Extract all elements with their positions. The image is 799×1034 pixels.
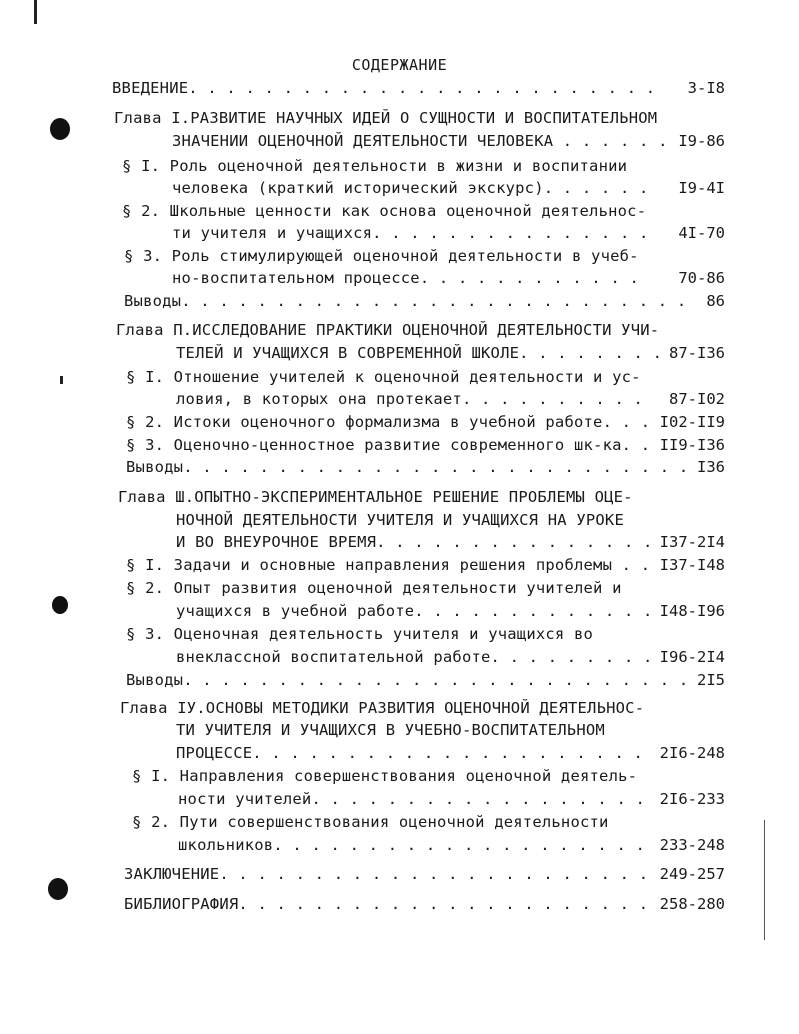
toc-line: § I. Отношение учителей к оценочной деятельности и ус- [126,368,641,386]
toc-line: И ВО ВНЕУРОЧНОЕ ВРЕМЯ. . . . . . . . . . . . . . . [176,533,653,551]
toc-line: ТИ УЧИТЕЛЯ И УЧАЩИХСЯ В УЧЕБНО-ВОСПИТАТЕЛЬНОМ [176,721,605,739]
toc-page: 2I6-248 [659,744,725,762]
toc-line: § 2. Опыт развития оценочной деятельности учителей и [126,579,622,597]
toc-line: но-воспитательном процессе. . . . . . . . . . . . [172,269,640,287]
toc-page: 2I5 [697,671,725,689]
toc-line: ности учителей. . . . . . . . . . . . . . . . . . [178,790,646,808]
toc-line: ловия, в которых она протекает. . . . . . . . . . [176,390,644,408]
toc-line: ТЕЛЕЙ И УЧАЩИХСЯ В СОВРЕМЕННОЙ ШКОЛЕ. . . . . . . . [176,344,663,362]
toc-page: 4I-70 [678,224,725,242]
toc-page: 2I6-233 [659,790,725,808]
toc-line: Глава Ш.ОПЫТНО-ЭКСПЕРИМЕНТАЛЬНОЕ РЕШЕНИЕ ПРОБЛЕМЫ ОЦЕ- [118,488,633,506]
toc-line: Выводы. . . . . . . . . . . . . . . . . . . . . . . . . . . [124,292,687,310]
toc-page: 87-I02 [669,390,725,408]
toc-page: II9-I36 [659,436,725,454]
toc-page: I96-2I4 [659,648,725,666]
toc-page: 70-86 [678,269,725,287]
toc-page: 3-I8 [687,79,725,97]
toc-line: § I. Направления совершенствования оценочной деятель- [132,767,638,785]
toc-line: Выводы. . . . . . . . . . . . . . . . . . . . . . . . . . . [126,458,689,476]
toc-line: НОЧНОЙ ДЕЯТЕЛЬНОСТИ УЧИТЕЛЯ И УЧАЩИХСЯ НА УРОКЕ [176,511,624,529]
toc-line: Глава П.ИССЛЕДОВАНИЕ ПРАКТИКИ ОЦЕНОЧНОЙ ДЕЯТЕЛЬНОСТИ УЧИ- [116,321,660,339]
toc-line: Глава IУ.ОСНОВЫ МЕТОДИКИ РАЗВИТИЯ ОЦЕНОЧНОЙ ДЕЯТЕЛЬНОС- [120,699,645,717]
right-edge-mark [764,820,765,940]
toc-line: Глава I.РАЗВИТИЕ НАУЧНЫХ ИДЕЙ О СУЩНОСТИ И ВОСПИТАТЕЛЬНОМ [114,109,658,127]
page-title: СОДЕРЖАНИЕ [351,56,448,74]
toc-page: I37-2I4 [659,533,725,551]
toc-page: 233-248 [659,836,725,854]
toc-line: ЗНАЧЕНИИ ОЦЕНОЧНОЙ ДЕЯТЕЛЬНОСТИ ЧЕЛОВЕКА . . . . . . [172,132,668,150]
toc-line: § I. Задачи и основные направления решения проблемы . . [126,556,651,574]
toc-line: ЗАКЛЮЧЕНИЕ. . . . . . . . . . . . . . . . . . . . . . . [124,865,649,883]
toc-line: ПРОЦЕССЕ. . . . . . . . . . . . . . . . . . . . . [176,744,644,762]
toc-line: учащихся в учебной работе. . . . . . . . . . . . . [176,602,653,620]
toc-page: I37-I48 [659,556,725,574]
toc-line: ти учителя и учащихся. . . . . . . . . . . . . . . [172,224,649,242]
toc-line: § 3. Роль стимулирующей оценочной деятельности в учеб- [124,247,639,265]
binder-hole-2 [52,596,68,614]
toc-page: I9-86 [678,132,725,150]
toc-line: § 2. Школьные ценности как основа оценочной деятельнос- [122,202,647,220]
toc-line: ВВЕДЕНИЕ. . . . . . . . . . . . . . . . . . . . . . . . . [112,79,656,97]
toc-line: внеклассной воспитательной работе. . . . . . . . . [176,648,653,666]
toc-page: I02-II9 [659,413,725,431]
toc-page: 87-I36 [669,344,725,362]
toc-page: 258-280 [659,895,725,913]
toc-page: I36 [697,458,725,476]
toc-line: § I. Роль оценочной деятельности в жизни и воспитании [122,157,628,175]
toc-page: 249-257 [659,865,725,883]
toc-line: § 2. Пути совершенствования оценочной деятельности [132,813,609,831]
binder-hole-3 [48,878,68,900]
toc-line: человека (краткий исторический экскурс). . . . . . [172,179,649,197]
toc-line: БИБЛИОГРАФИЯ. . . . . . . . . . . . . . . . . . . . . . [124,895,649,913]
scan-edge-mark [34,0,37,24]
toc-line: § 3. Оценочная деятельность учителя и учащихся во [126,625,594,643]
binder-hole-1 [50,118,70,140]
toc-line: § 2. Истоки оценочного формализма в учебной работе. . . [126,413,651,431]
scan-dot [60,376,63,384]
toc-page: I48-I96 [659,602,725,620]
toc-line: § 3. Оценочно-ценностное развитие современного шк-ка. . [126,436,651,454]
toc-line: школьников. . . . . . . . . . . . . . . . . . . . [178,836,646,854]
toc-page: 86 [706,292,725,310]
toc-line: Выводы. . . . . . . . . . . . . . . . . . . . . . . . . . . [126,671,689,689]
toc-page: I9-4I [678,179,725,197]
